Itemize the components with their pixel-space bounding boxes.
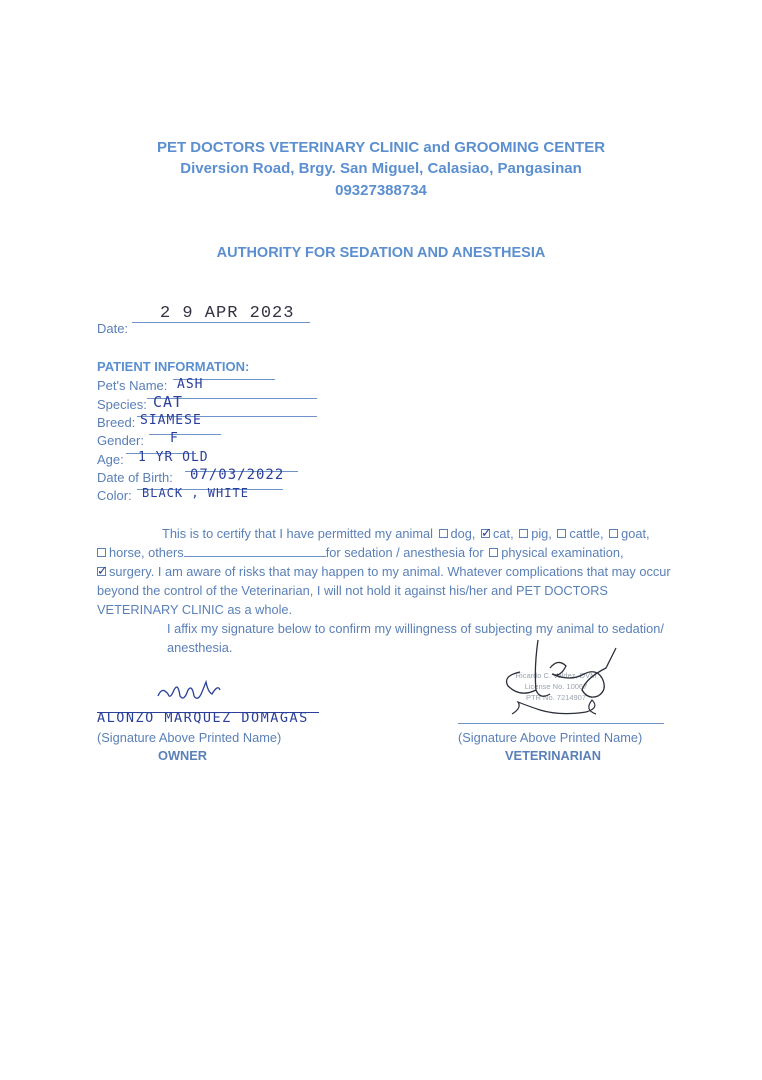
owner-role: OWNER [158,748,208,763]
goat-checkbox[interactable] [609,529,618,538]
patient-heading: PATIENT INFORMATION: [97,359,250,374]
age-value: 1 YR OLD [138,450,209,465]
color-label: Color: [97,488,132,503]
cat-label: cat, [493,526,514,541]
breed-value: SIAMESE [140,413,202,428]
cattle-label: cattle, [569,526,604,541]
pet-name-label: Pet's Name: [97,378,168,393]
surgery-label: surgery. [109,564,155,579]
date-stamp: 2 9 APR 2023 [160,304,295,323]
gender-label: Gender: [97,433,144,448]
pig-label: pig, [531,526,552,541]
dog-label: dog, [450,526,476,541]
form-title: AUTHORITY FOR SEDATION AND ANESTHESIA [216,245,546,261]
owner-sign-line [97,712,319,713]
cert-rest: I am aware of risks that may happen to my animal. Whatever complications that may occur beyond the control of the Veterinarian, I will not hold it against his/her and PET DOCTORS VETERINARY CLINIC as a whole. [97,564,671,617]
pig-checkbox[interactable] [519,529,528,538]
dog-checkbox[interactable] [439,529,448,538]
vet-stamp-name: Ricardo C. Valdez, DVM [515,671,597,680]
vet-stamp-license: License No. 10067 [524,682,588,691]
vet-sign-line [458,723,664,724]
clinic-address: Diversion Road, Brgy. San Miguel, Calasiao, Pangasinan [180,160,582,177]
age-label: Age: [97,452,124,467]
gender-line [149,434,221,435]
goat-label: goat, [621,526,650,541]
owner-caption: (Signature Above Printed Name) [97,730,282,745]
vet-role: VETERINARIAN [505,748,601,763]
cattle-checkbox[interactable] [557,529,566,538]
owner-signature [150,676,230,712]
vet-signature [500,638,625,724]
species-label: Species: [97,397,147,412]
owner-printed-name: ALONZO MARQUEZ DOMAGAS [97,710,309,726]
horse-label: horse, others [109,545,184,560]
breed-label: Breed: [97,415,136,430]
cat-checkbox[interactable] [481,529,490,538]
horse-checkbox[interactable] [97,548,106,557]
affix-paragraph: I affix my signature below to confirm my willingness of subjecting my animal to sedation/ anesthesia. [167,621,664,655]
dob-label: Date of Birth: [97,470,173,485]
physical-checkbox[interactable] [489,548,498,557]
physical-label: physical examination, [501,545,624,560]
dob-value: 07/03/2022 [190,467,285,483]
color-value: BLACK , WHITE [142,486,249,500]
cert-intro: This is to certify that I have permitted my animal [162,526,433,541]
clinic-phone: 09327388734 [335,182,427,199]
pet-name-value: ASH [177,377,204,392]
cert-mid: for sedation / anesthesia for [325,545,484,560]
surgery-checkbox[interactable] [97,567,106,576]
vet-stamp-ptr: PTR No. 7214907 [525,693,587,702]
others-line[interactable] [184,545,326,557]
gender-value: F [170,431,179,446]
species-value: CAT [153,393,184,411]
date-label: Date: [97,321,129,336]
clinic-name: PET DOCTORS VETERINARY CLINIC and GROOMING CENTER [156,139,606,156]
vet-caption: (Signature Above Printed Name) [458,730,643,745]
